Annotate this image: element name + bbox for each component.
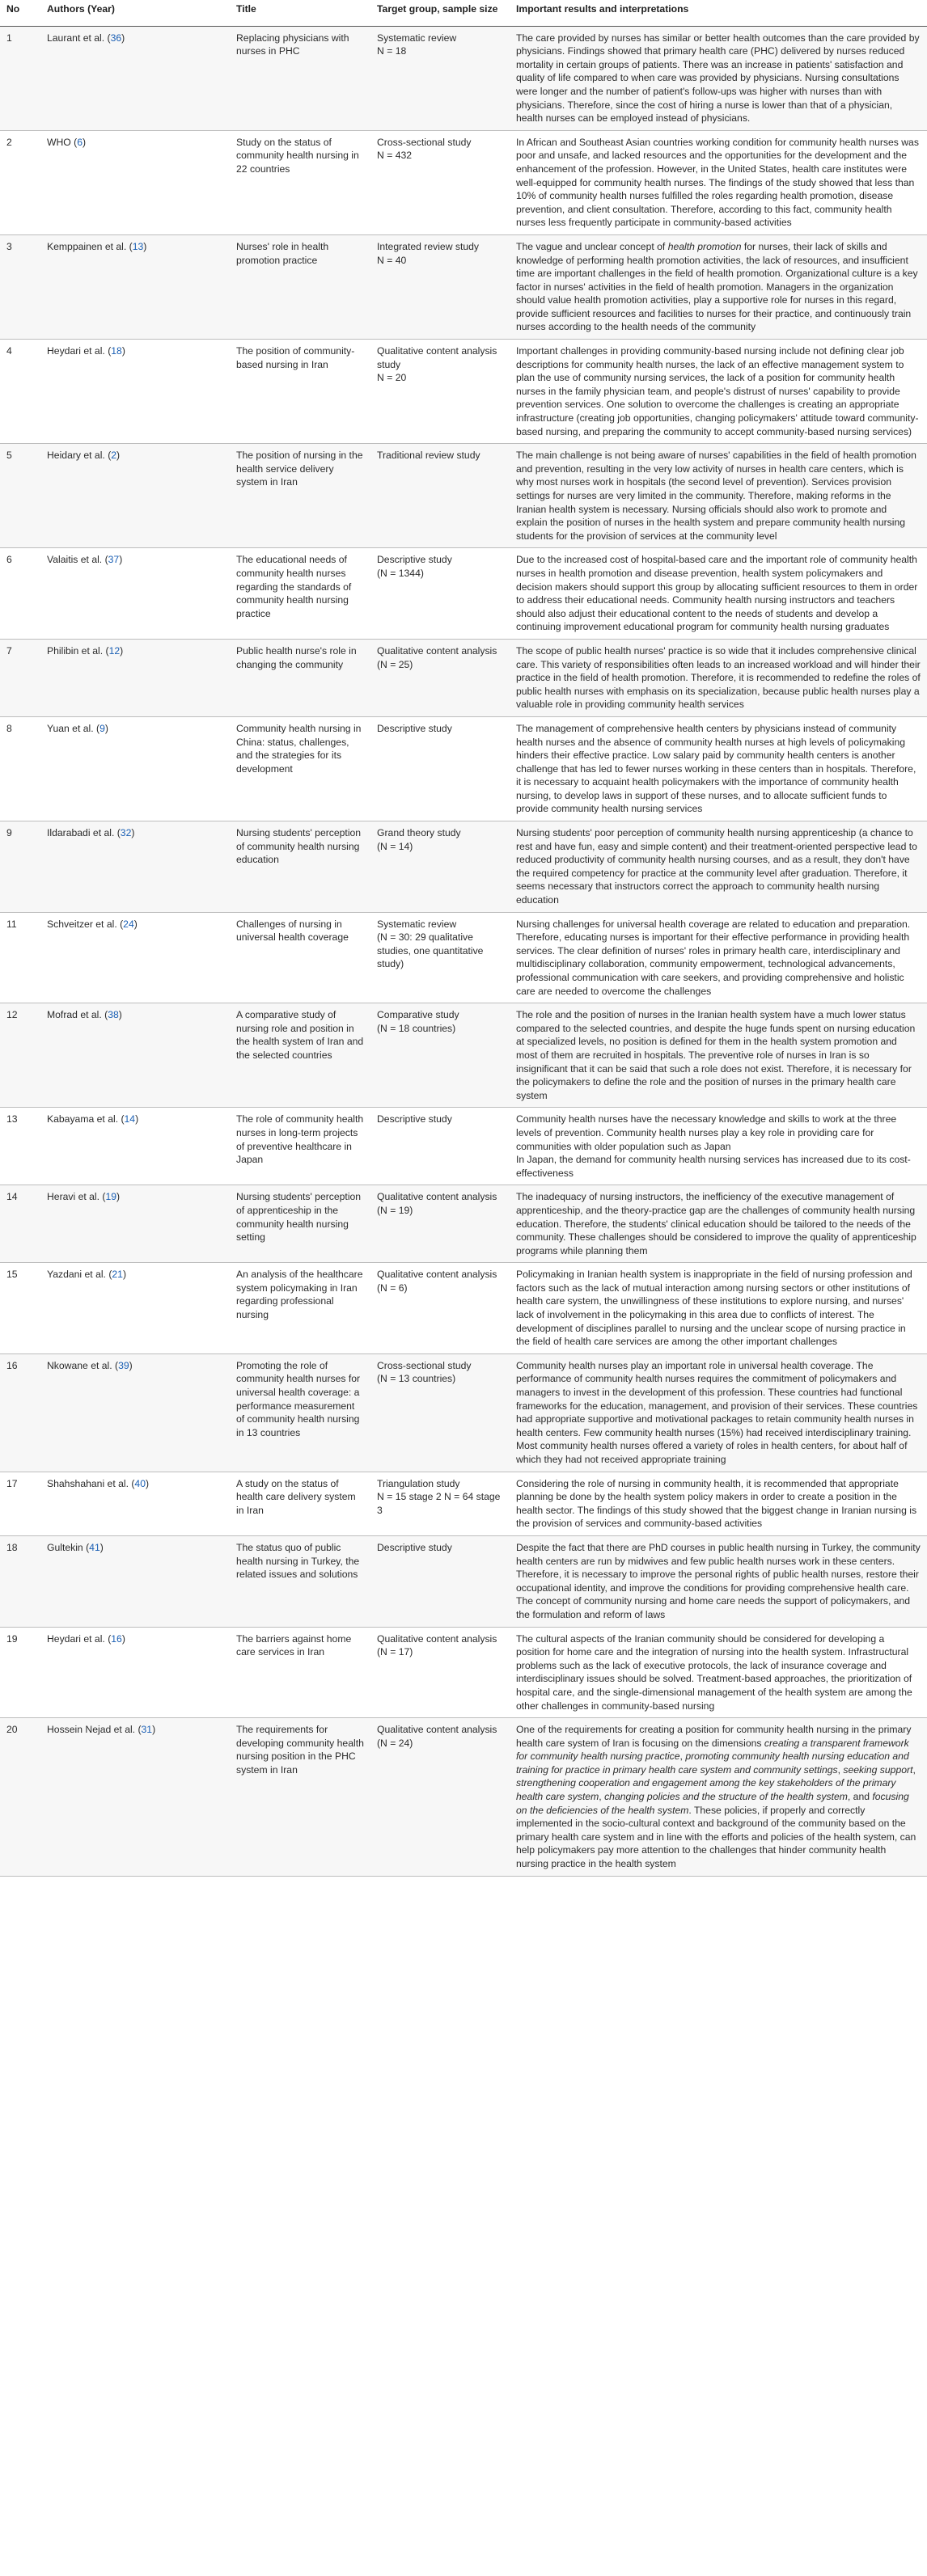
- study-title: Community health nursing in China: status, challenges, and the strategies for its development: [236, 722, 362, 775]
- citation-link[interactable]: 2: [111, 450, 117, 462]
- emphasized-text: creating a transparent framework for community health nursing practice: [516, 1737, 909, 1763]
- citation-link[interactable]: 39: [118, 1359, 129, 1371]
- row-number: 19: [6, 1632, 18, 1645]
- cell-title: [230, 1535, 370, 1627]
- cell-target-group: [370, 716, 510, 821]
- cell-authors: Philibin et al. (12): [40, 639, 230, 716]
- cell-title: [230, 130, 370, 234]
- citation-link[interactable]: 14: [124, 1113, 136, 1125]
- cell-no: [0, 1535, 40, 1627]
- study-title: An analysis of the healthcare system policymaking in Iran regarding professional nursing: [236, 1269, 363, 1321]
- result-text: The inadequacy of nursing instructors, the inefficiency of the executive management of apprenticeship, and the theory-practice gap are the challenges of community health nursing education. Therefore, the students' clinical education should be tailored to the needs of the community. These challenges should be considered to improve the quality of apprenticeship programs while planning them: [516, 1191, 916, 1256]
- result-text: Despite the fact that there are PhD courses in public health nursing in Turkey, the community health centers are run by midwives and few public health nurses work in these centers. Therefore, it is necessary to improve the personal rights of public health nurses, restore their occupational identity, and improve the conditions for providing comprehensive health care. The concept of community nursing and home care needs the support of policymakers, and the formulation and reform of laws: [516, 1541, 921, 1620]
- cell-title: [230, 26, 370, 130]
- cell-target-group: [370, 1627, 510, 1718]
- row-number: 17: [6, 1477, 18, 1489]
- row-number: 5: [6, 450, 12, 462]
- cell-target-group: [370, 1718, 510, 1877]
- row-number: 8: [6, 722, 12, 734]
- cell-authors: Yuan et al. (9): [40, 716, 230, 821]
- cell-target-group: [370, 1263, 510, 1354]
- cell-target-group: [370, 1003, 510, 1108]
- cell-title: [230, 716, 370, 821]
- cell-title: [230, 1003, 370, 1108]
- result-text: Due to the increased cost of hospital-based care and the important role of community health nurses in health promotion and disease prevention, health system policymakers and decision makers should support this group by allocating sufficient resources to them in order to address their educational needs. Community health nursing instructors and teachers should also adjust their educational content to the needs of students and develop a continuing improvement educational program for community health nursing graduates: [516, 554, 918, 633]
- result-text: Nursing students' poor perception of community health nursing apprenticeship (a chance to rest and have fun, easy and simple content) and their treatment-oriented perspective lead to reduced productivity of community health nursing courses, and as a result, they don't have the required competency for practice at the community level after graduation. Therefore, it seems necessary that instructors correct the approach to community health nursing education: [516, 827, 917, 906]
- cell-no: [0, 548, 40, 640]
- citation-link[interactable]: 41: [89, 1541, 100, 1553]
- cell-target-group: [370, 548, 510, 640]
- citation-link[interactable]: 19: [105, 1191, 117, 1203]
- row-number: 4: [6, 345, 12, 357]
- result-text: The main challenge is not being aware of nurses' capabilities in the field of health promotion and prevention, resulting in the very low activity of nurses in health care centers, which is why most nurses work in hospitals (the second level of prevention). Services provision settings for nurses are very limited in the community. Therefore, making reforms in the Iranian health system is necessary. Nursing officials should also work to promote and explain the position of nurses in the health system and prepare community health nursing students for the provision of services at the community level: [516, 450, 916, 542]
- cell-results: [510, 1263, 927, 1354]
- result-text: Nursing challenges for universal health coverage are related to education and preparation. Therefore, educating nurses is important for their effective performance in providing health services. The clear definition of nurses' roles in primary health care, interdisciplinary and multidisciplinary collaboration, community empowerment, technological advancements, professional communication with care seekers, and providing comprehensive and holistic care are needed to overcome the challenges: [516, 918, 911, 997]
- study-title: Public health nurse's role in changing the community: [236, 644, 357, 670]
- author-name: Shahshahani et al.: [47, 1477, 129, 1489]
- study-title: A comparative study of nursing role and position in the health system of Iran and the selected countries: [236, 1009, 364, 1061]
- cell-title: [230, 1263, 370, 1354]
- sample-size: (N = 13 countries): [377, 1373, 456, 1385]
- citation-link[interactable]: 18: [111, 345, 122, 357]
- study-design: Qualitative content analysis: [377, 1724, 497, 1736]
- result-text: Considering the role of nursing in community health, it is recommended that appropriate planning be done by the health system policy makers in order to create a position in the health sector. The findings of this study showed that the biggest change in Iranian nursing is the provision of services and community-based activities: [516, 1477, 917, 1530]
- cell-results: [510, 1003, 927, 1108]
- cell-results: [510, 130, 927, 234]
- sample-size: N = 18: [377, 45, 407, 57]
- result-text: Community health nurses play an important role in universal health coverage. The performance of community health nurses requires the commitment of policymakers and managers to invest in the development of this profession. These countries had functional frameworks for the education, management, and provision of their services. These countries had appropriate supportive and motivational packages to retain community health nurses in health centers. Few community health nurses (15%) had received interdisciplinary training. Most community health nurses offered a variety of roles in health centers, for about half of which they had not received appropriate training: [516, 1359, 918, 1465]
- author-name: Yuan et al.: [47, 722, 94, 734]
- result-text: In African and Southeast Asian countries working condition for community health nurses was poor and unsafe, and lacked resources and the opportunities for the development and the enhancement of the profession. However, in the United States, health care institutes were well-equipped for community health nurses. The findings of the study showed that less than 10% of community health nurses fulfilled the roles regarding health promotion, disease prevention, and client consultation. Therefore, according to this fact, community health nurses less frequently participate in community-based activities: [516, 136, 919, 229]
- cell-no: [0, 1185, 40, 1263]
- result-text: One of the requirements for creating a position for community health nursing in the primary health care system of Iran is focusing on the dimensions: [516, 1724, 912, 1749]
- cell-target-group: [370, 639, 510, 716]
- cell-title: [230, 340, 370, 444]
- study-design: Systematic review: [377, 32, 457, 44]
- result-text: In Japan, the demand for community health nursing services has increased due to its cost-effectiveness: [516, 1154, 911, 1179]
- study-design: Triangulation study: [377, 1477, 460, 1489]
- cell-title: [230, 1627, 370, 1718]
- author-name: Kemppainen et al.: [47, 240, 127, 252]
- citation-link[interactable]: 40: [134, 1477, 146, 1489]
- table-row: [0, 1535, 927, 1627]
- cell-title: [230, 639, 370, 716]
- cell-target-group: [370, 1108, 510, 1185]
- study-title: Promoting the role of community health nurses for universal health coverage: a performance measurement of community health nursing in 13 countries: [236, 1359, 361, 1438]
- cell-no: [0, 639, 40, 716]
- sample-size: (N = 24): [377, 1737, 413, 1749]
- study-title: The educational needs of community health nurses regarding the standards of community health nursing practice: [236, 554, 352, 619]
- table-row: [0, 548, 927, 640]
- study-title: The role of community health nurses in long-term projects of preventive healthcare in Japan: [236, 1113, 364, 1166]
- author-name: Hossein Nejad et al.: [47, 1724, 136, 1736]
- cell-results: [510, 716, 927, 821]
- table-row: [0, 1718, 927, 1877]
- cell-no: [0, 444, 40, 548]
- table-row: [0, 234, 927, 339]
- cell-results: [510, 1535, 927, 1627]
- result-text: for nurses, their lack of skills and knowledge of performing health promotion activities, the lack of resources, and insufficient time are important challenges in the field of health promotion. Organizational culture is a key factor in nurses' activities in the field of health promotion. Managers in the organization should value health promotion activities, play a supportive role for nurses in this regard, provide sufficient resources and facilities to nurses for their practice, and continuously train nurses according to the health needs of the community: [516, 240, 918, 333]
- header-title: Title: [230, 0, 370, 26]
- cell-authors: Ildarabadi et al. (32): [40, 821, 230, 913]
- study-design: Traditional review study: [377, 450, 480, 462]
- sample-size: N = 432: [377, 150, 413, 162]
- study-title: The status quo of public health nursing in Turkey, the related issues and solutions: [236, 1541, 360, 1581]
- cell-target-group: [370, 1535, 510, 1627]
- header-results: Important results and interpretations: [510, 0, 927, 26]
- cell-results: [510, 444, 927, 548]
- cell-title: [230, 548, 370, 640]
- emphasized-text: focusing on the deficiencies of the health system: [516, 1791, 909, 1816]
- sample-size: (N = 6): [377, 1282, 408, 1294]
- cell-no: [0, 234, 40, 339]
- cell-authors: Hossein Nejad et al. (31): [40, 1718, 230, 1877]
- row-number: 9: [6, 827, 12, 839]
- table-row: [0, 1353, 927, 1472]
- sample-size: (N = 19): [377, 1204, 413, 1216]
- author-name: Valaitis et al.: [47, 554, 103, 566]
- cell-target-group: [370, 130, 510, 234]
- cell-no: [0, 130, 40, 234]
- citation-link[interactable]: 12: [108, 644, 121, 657]
- study-design: Cross-sectional study: [377, 136, 472, 148]
- author-name: Mofrad et al.: [47, 1009, 102, 1021]
- cell-authors: Laurant et al. (36): [40, 26, 230, 130]
- cell-title: [230, 234, 370, 339]
- study-title: Nursing students' perception of apprenticeship in the community health nursing setting: [236, 1191, 362, 1244]
- result-text: ,: [912, 1763, 916, 1776]
- study-design: Cross-sectional study: [377, 1359, 472, 1371]
- table-row: [0, 821, 927, 913]
- table-row: [0, 639, 927, 716]
- cell-no: [0, 821, 40, 913]
- study-title: A study on the status of health care delivery system in Iran: [236, 1477, 356, 1516]
- cell-results: [510, 340, 927, 444]
- study-design: Qualitative content analysis: [377, 1191, 497, 1203]
- sample-size: (N = 18 countries): [377, 1022, 456, 1034]
- sample-size: (N = 1344): [377, 567, 424, 579]
- cell-results: [510, 1108, 927, 1185]
- cell-authors: Schveitzer et al. (24): [40, 912, 230, 1003]
- cell-target-group: [370, 821, 510, 913]
- citation-link[interactable]: 38: [108, 1009, 119, 1021]
- sample-size: (N = 17): [377, 1646, 413, 1658]
- result-text: The vague and unclear concept of: [516, 240, 668, 252]
- cell-no: [0, 1263, 40, 1354]
- citation-link[interactable]: 21: [112, 1269, 123, 1281]
- row-number: 13: [6, 1113, 18, 1125]
- cell-authors: Nkowane et al. (39): [40, 1353, 230, 1472]
- cell-results: [510, 26, 927, 130]
- cell-authors: Kabayama et al. (14): [40, 1108, 230, 1185]
- study-design: Qualitative content analysis: [377, 1632, 497, 1645]
- table-row: [0, 340, 927, 444]
- citation-link[interactable]: 6: [77, 136, 83, 148]
- result-text: ,: [679, 1750, 686, 1763]
- cell-title: [230, 444, 370, 548]
- header-row: [0, 0, 927, 26]
- cell-authors: Shahshahani et al. (40): [40, 1472, 230, 1535]
- study-design: Qualitative content analysis study: [377, 345, 497, 370]
- author-name: WHO: [47, 136, 71, 148]
- cell-title: [230, 1353, 370, 1472]
- author-name: Philibin et al.: [47, 644, 104, 657]
- cell-authors: Heidary et al. (2): [40, 444, 230, 548]
- cell-target-group: [370, 1353, 510, 1472]
- table-body: [0, 26, 927, 1876]
- cell-no: [0, 1718, 40, 1877]
- cell-target-group: [370, 1185, 510, 1263]
- cell-target-group: [370, 340, 510, 444]
- study-title: The requirements for developing community health nursing position in the PHC system in Iran: [236, 1724, 364, 1776]
- study-design: Descriptive study: [377, 722, 452, 734]
- author-name: Heydari et al.: [47, 1632, 105, 1645]
- sample-size: N = 20: [377, 372, 407, 384]
- cell-authors: Valaitis et al. (37): [40, 548, 230, 640]
- table-row: [0, 26, 927, 130]
- result-text: Important challenges in providing community-based nursing include not defining clear job descriptions for community health nurses, the lack of an effective management system to plan the use of community nursing services, the lack of a position for community health nurses in the family physician team, and people's distrust of nurses' capability to provide prevention services. One solution to overcome the challenges is creating an appropriate infrastructure (creating job opportunities, changing policymakers' attitude toward community-based nursing, and preparing the community to accept community-based nursing services): [516, 345, 919, 437]
- study-title: Study on the status of community health nursing in 22 countries: [236, 136, 359, 175]
- row-number: 18: [6, 1541, 18, 1553]
- cell-authors: Heydari et al. (18): [40, 340, 230, 444]
- sample-size: N = 40: [377, 254, 407, 266]
- cell-results: [510, 1627, 927, 1718]
- citation-link[interactable]: 24: [123, 918, 134, 930]
- cell-results: [510, 821, 927, 913]
- cell-title: [230, 1472, 370, 1535]
- cell-authors: Yazdani et al. (21): [40, 1263, 230, 1354]
- author-name: Gultekin: [47, 1541, 83, 1553]
- table-row: [0, 1263, 927, 1354]
- table-row: [0, 1003, 927, 1108]
- table-row: [0, 1185, 927, 1263]
- cell-no: [0, 1108, 40, 1185]
- cell-no: [0, 1003, 40, 1108]
- citation-link[interactable]: 9: [99, 722, 105, 734]
- cell-target-group: [370, 234, 510, 339]
- result-text: The care provided by nurses has similar or better health outcomes than the care provided by physicians. Findings showed that primary health care (PHC) delivered by nurses reduced mortality in certain groups of patients. There was an increase in patients' satisfaction and quality of life compared to when care was provided by physicians. Nursing consultations were longer and the number of patient's follow-ups was higher with nurses than with physicians. Therefore, since the cost of hiring a nurse is lower than that of a physician, health nurses can be employed instead of physicians.: [516, 32, 920, 125]
- study-title: Replacing physicians with nurses in PHC: [236, 32, 349, 57]
- result-text: The cultural aspects of the Iranian community should be considered for developing a position for home care and the integration of nursing into the health system. Infrastructural problems such as the lack of executive protocols, the lack of insurance coverage and interdisciplinary issues should be solved. Treatment-based approaches, the prioritization of hospital care, and the single-dimensional management of the health system are among the other challenges in community-based nursing: [516, 1632, 912, 1712]
- study-design: Descriptive study: [377, 554, 452, 566]
- result-text: . These policies, if properly and correctly implemented in the socio-cultural context and background of the community based on the primary health care system and in line with the efforts and policies of the health system, can help policymakers pay more attention to the challenges that hinder community health nursing practice in the health system: [516, 1804, 916, 1870]
- study-design: Descriptive study: [377, 1113, 452, 1125]
- row-number: 3: [6, 240, 12, 252]
- cell-target-group: [370, 444, 510, 548]
- study-title: Nurses' role in health promotion practice: [236, 240, 329, 266]
- header-authors: Authors (Year): [40, 0, 230, 26]
- result-text: Policymaking in Iranian health system is inappropriate in the field of nursing profession and factors such as the lack of mutual interaction among nursing sectors or other institutions of health care system, the unwillingness of these institutions to explore nursing, and nurses' lack of involvement in the policymaking in this area due to conflicts of interest. The development of disciplines parallel to nursing and the unclear scope of nursing practice in the field of health care services are among the other important challenges: [516, 1269, 912, 1348]
- table-row: [0, 912, 927, 1003]
- emphasized-text: changing policies and the structure of the health system: [604, 1791, 848, 1803]
- citation-link[interactable]: 31: [141, 1724, 153, 1736]
- study-design: Comparative study: [377, 1009, 459, 1021]
- row-number: 11: [6, 918, 17, 930]
- cell-results: [510, 639, 927, 716]
- emphasized-text: health promotion: [667, 240, 742, 252]
- cell-authors: Gultekin (41): [40, 1535, 230, 1627]
- study-design: Integrated review study: [377, 240, 480, 252]
- cell-no: [0, 1627, 40, 1718]
- header-no: No: [0, 0, 40, 26]
- study-title: Challenges of nursing in universal health coverage: [236, 918, 349, 944]
- study-title: The barriers against home care services in Iran: [236, 1632, 352, 1658]
- table-row: [0, 130, 927, 234]
- study-design: Systematic review: [377, 918, 457, 930]
- table-row: [0, 1108, 927, 1185]
- cell-results: [510, 912, 927, 1003]
- result-text: The role and the position of nurses in the Iranian health system have a much lower status compared to the selected countries, and despite the huge funds spent on nursing education at specialized levels, no position is defined for them in the health system promotion and most of them are recruited in hospitals. The preventive role of nurses in Iran is so insignificant that it can be said that such a role does not exist. Therefore, it is necessary for the policymakers to define the role and the position of nurses in the primary health care system: [516, 1009, 916, 1101]
- author-name: Yazdani et al.: [47, 1269, 106, 1281]
- cell-authors: WHO (6): [40, 130, 230, 234]
- cell-title: [230, 1185, 370, 1263]
- study-design: Qualitative content analysis: [377, 644, 497, 657]
- citation-link[interactable]: 36: [110, 32, 122, 44]
- cell-results: [510, 1718, 927, 1877]
- author-name: Nkowane et al.: [47, 1359, 112, 1371]
- cell-title: [230, 821, 370, 913]
- cell-no: [0, 716, 40, 821]
- sample-size: (N = 14): [377, 840, 413, 852]
- author-name: Kabayama et al.: [47, 1113, 119, 1125]
- result-text: ,: [599, 1791, 605, 1803]
- cell-authors: Heravi et al. (19): [40, 1185, 230, 1263]
- cell-title: [230, 1718, 370, 1877]
- row-number: 20: [6, 1724, 18, 1736]
- citation-link[interactable]: 32: [120, 827, 132, 839]
- study-title: Nursing students' perception of community health nursing education: [236, 827, 362, 866]
- study-design: Grand theory study: [377, 827, 461, 839]
- cell-authors: Heydari et al. (16): [40, 1627, 230, 1718]
- row-number: 12: [6, 1009, 18, 1021]
- cell-authors: Mofrad et al. (38): [40, 1003, 230, 1108]
- author-name: Heidary et al.: [47, 450, 105, 462]
- table-row: [0, 716, 927, 821]
- row-number: 15: [6, 1269, 18, 1281]
- row-number: 16: [6, 1359, 18, 1371]
- row-number: 6: [6, 554, 12, 566]
- cell-results: [510, 1353, 927, 1472]
- result-text: Community health nurses have the necessary knowledge and skills to work at the three levels of prevention. Community health nurses play a key role in providing care for communities with older population such as Japan: [516, 1113, 897, 1152]
- citation-link[interactable]: 16: [111, 1632, 122, 1645]
- author-name: Schveitzer et al.: [47, 918, 117, 930]
- row-number: 1: [6, 32, 12, 44]
- sample-size: (N = 30: 29 qualitative studies, one quantitative study): [377, 931, 484, 970]
- cell-results: [510, 548, 927, 640]
- table-row: [0, 1472, 927, 1535]
- sample-size: (N = 25): [377, 658, 413, 670]
- result-text: ,: [837, 1763, 844, 1776]
- table-header: [0, 0, 927, 26]
- cell-target-group: [370, 912, 510, 1003]
- author-name: Heydari et al.: [47, 345, 105, 357]
- author-name: Heravi et al.: [47, 1191, 100, 1203]
- emphasized-text: promoting community health nursing education and training for practice in primary health care system and community settings: [516, 1750, 909, 1776]
- study-title: The position of nursing in the health service delivery system in Iran: [236, 450, 363, 488]
- cell-title: [230, 1108, 370, 1185]
- cell-no: [0, 1353, 40, 1472]
- result-text: The management of comprehensive health centers by physicians instead of community health nurses and the absence of community health nurses at high levels of policymaking hinders their effective practice. Low salary paid by community health centers is another challenge that has led to fewer nurses working in these centers than in hospitals. Therefore, it is necessary to acquaint health policymakers with the importance of community health nursing, to develop laws in support of these nurses, and to allocate sufficient funds to provide community health nursing services: [516, 722, 916, 815]
- result-text: The scope of public health nurses' practice is so wide that it includes comprehensive clinical care. This variety of responsibilities often leads to an increased workload and will hinder their practice in the field of health promotion. Therefore, it is recommended to redefine the roles of public health nurses with emphasis on its specialization, because public health nurses play a valuable role in providing community health services: [516, 644, 921, 711]
- cell-target-group: [370, 1472, 510, 1535]
- cell-no: [0, 26, 40, 130]
- cell-title: [230, 912, 370, 1003]
- emphasized-text: seeking support: [843, 1763, 913, 1776]
- study-title: The position of community-based nursing in Iran: [236, 345, 355, 370]
- cell-no: [0, 912, 40, 1003]
- cell-no: [0, 340, 40, 444]
- header-target-group: Target group, sample size: [370, 0, 510, 26]
- study-design: Qualitative content analysis: [377, 1269, 497, 1281]
- sample-size: N = 15 stage 2 N = 64 stage 3: [377, 1491, 501, 1516]
- cell-results: [510, 234, 927, 339]
- cell-no: [0, 1472, 40, 1535]
- row-number: 2: [6, 136, 12, 148]
- cell-results: [510, 1472, 927, 1535]
- emphasized-text: strengthening cooperation and engagement among the key stakeholders of the primary health care system: [516, 1777, 896, 1803]
- cell-authors: Kemppainen et al. (13): [40, 234, 230, 339]
- author-name: Ildarabadi et al.: [47, 827, 115, 839]
- author-name: Laurant et al.: [47, 32, 105, 44]
- row-number: 7: [6, 644, 12, 657]
- result-text: , and: [847, 1791, 873, 1803]
- citation-link[interactable]: 13: [132, 240, 144, 252]
- cell-target-group: [370, 26, 510, 130]
- row-number: 14: [6, 1191, 18, 1203]
- cell-results: [510, 1185, 927, 1263]
- study-design: Descriptive study: [377, 1541, 452, 1553]
- table-row: [0, 444, 927, 548]
- table-row: [0, 1627, 927, 1718]
- citation-link[interactable]: 37: [108, 554, 120, 566]
